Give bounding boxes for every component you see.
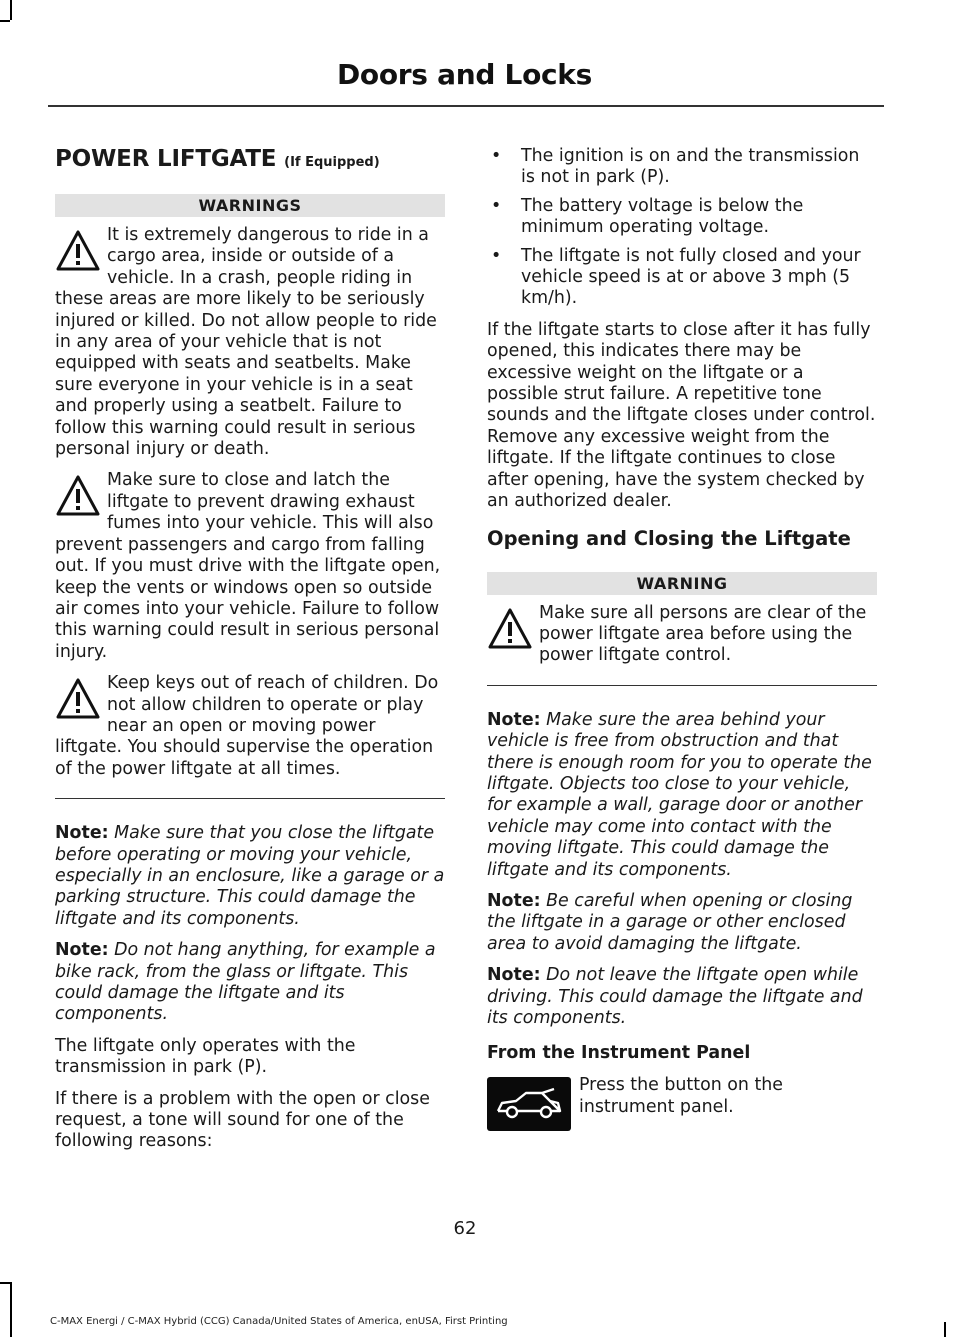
- warning-triangle-icon: [487, 607, 533, 651]
- list-item: • The liftgate is not fully closed and your vehicle speed is at or above 3 mph (5 km/h).: [487, 246, 877, 310]
- reasons-list: [487, 146, 877, 310]
- list-item: • The ignition is on and the transmission is not in park (P).: [487, 146, 877, 189]
- crop-mark: [10, 0, 12, 20]
- right-column: [487, 146, 877, 1131]
- liftgate-car-icon: [487, 1077, 571, 1131]
- note-label: Note:: [55, 940, 109, 961]
- note-label: Note:: [487, 709, 541, 730]
- liftgate-car-icon-graphic: [494, 1087, 564, 1121]
- note-paragraph: [487, 710, 877, 881]
- warning-text: Make sure to close and latch the liftgate to prevent drawing exhaust fumes into your vehicle. This will also prevent passengers and cargo from falling out. If you must drive with the liftgate open, keep the vents or windows open so outside air comes into your vehicle. Failure to follow this warning could result in serious personal injury.: [55, 470, 441, 662]
- note-text: Be careful when opening or closing the liftgate in a garage or other enclosed area to avoid damaging the liftgate.: [487, 890, 853, 954]
- note-label: Note:: [487, 965, 541, 986]
- left-column: [55, 146, 445, 1163]
- crop-mark: [944, 1322, 946, 1337]
- subsection-title: From the Instrument Panel: [487, 1043, 751, 1064]
- note-paragraph: [487, 965, 877, 1029]
- list-item: • The battery voltage is below the minimum operating voltage.: [487, 196, 877, 239]
- body-paragraph: If the liftgate starts to close after it has fully opened, this indicates there may be excessive weight on the liftgate or a possible strut failure. A repetitive tone sounds and the liftgate closes under control. Remove any excessive weight from the liftgate. If the liftgate continues to close after opening, have the system checked by an authorized dealer.: [487, 319, 876, 512]
- warning-item: [55, 470, 445, 663]
- title-text: POWER LIFTGATE: [55, 146, 277, 172]
- warning-triangle-icon: [55, 474, 101, 518]
- title-suffix: (If Equipped): [284, 155, 380, 170]
- note-paragraph: [55, 940, 445, 1026]
- note-text: Do not leave the liftgate open while driving. This could damage the liftgate and its components.: [487, 965, 863, 1028]
- section-title: Opening and Closing the Liftgate: [487, 526, 851, 550]
- warning-text: It is extremely dangerous to ride in a cargo area, inside or outside of a vehicle. In a crash, people riding in these areas are more likely to be seriously injured or killed. Do not allow people to ride in any area of your vehicle that is not equipped with seats and seatbelts. Make sure everyone in your vehicle is in a seat and properly using a seatbelt. Failure to follow this warning could result in serious personal injury or death.: [55, 225, 437, 460]
- warning-item: [55, 673, 445, 780]
- warning-triangle-icon: [55, 229, 101, 273]
- footer-text: C-MAX Energi / C-MAX Hybrid (CCG) Canada/United States of America, enUSA, First Printing: [50, 1316, 508, 1327]
- crop-mark: [10, 1282, 12, 1337]
- note-paragraph: [487, 891, 877, 955]
- header-rule: [48, 105, 884, 107]
- body-paragraph: If there is a problem with the open or close request, a tone will sound for one of the following reasons:: [55, 1088, 430, 1152]
- note-label: Note:: [55, 823, 109, 844]
- page-title: [55, 146, 445, 172]
- body-paragraph: The liftgate only operates with the transmission in park (P).: [55, 1035, 356, 1078]
- note-text: Make sure the area behind your vehicle is free from obstruction and that there is enough room for you to operate the liftgate. Objects too close to your vehicle, for example a wall, garage door or another vehicle may come into contact with the moving liftgate. This could damage the liftgate and its components.: [487, 709, 872, 880]
- note-label: Note:: [487, 890, 541, 911]
- warning-item: [55, 225, 445, 460]
- page-number: 62: [453, 1218, 477, 1239]
- warning-block: [487, 572, 877, 686]
- crop-mark: [0, 20, 10, 22]
- warning-text: Make sure all persons are clear of the power liftgate area before using the power liftgate control.: [539, 602, 867, 666]
- note-paragraph: [55, 823, 445, 930]
- instrument-panel-instruction: [487, 1075, 877, 1131]
- warning-item: [487, 603, 877, 667]
- panel-instruction-text: Press the button on the instrument panel.: [579, 1075, 783, 1117]
- crop-mark: [0, 1282, 10, 1284]
- note-text: Make sure that you close the liftgate before operating or moving your vehicle, especially in an enclosure, like a garage or a parking structure. This could damage the liftgate and its components.: [55, 823, 445, 929]
- warnings-heading: WARNINGS: [55, 194, 445, 217]
- section-header-title: Doors and Locks: [336, 58, 592, 91]
- warning-text: Keep keys out of reach of children. Do not allow children to operate or play near an open or moving power liftgate. You should supervise the operation of the power liftgate at all times.: [55, 673, 439, 779]
- warnings-block: [55, 194, 445, 799]
- warning-triangle-icon: [55, 677, 101, 721]
- note-text: Do not hang anything, for example a bike rack, from the glass or liftgate. This could damage the liftgate and its components.: [55, 940, 436, 1025]
- warning-heading: WARNING: [487, 572, 877, 595]
